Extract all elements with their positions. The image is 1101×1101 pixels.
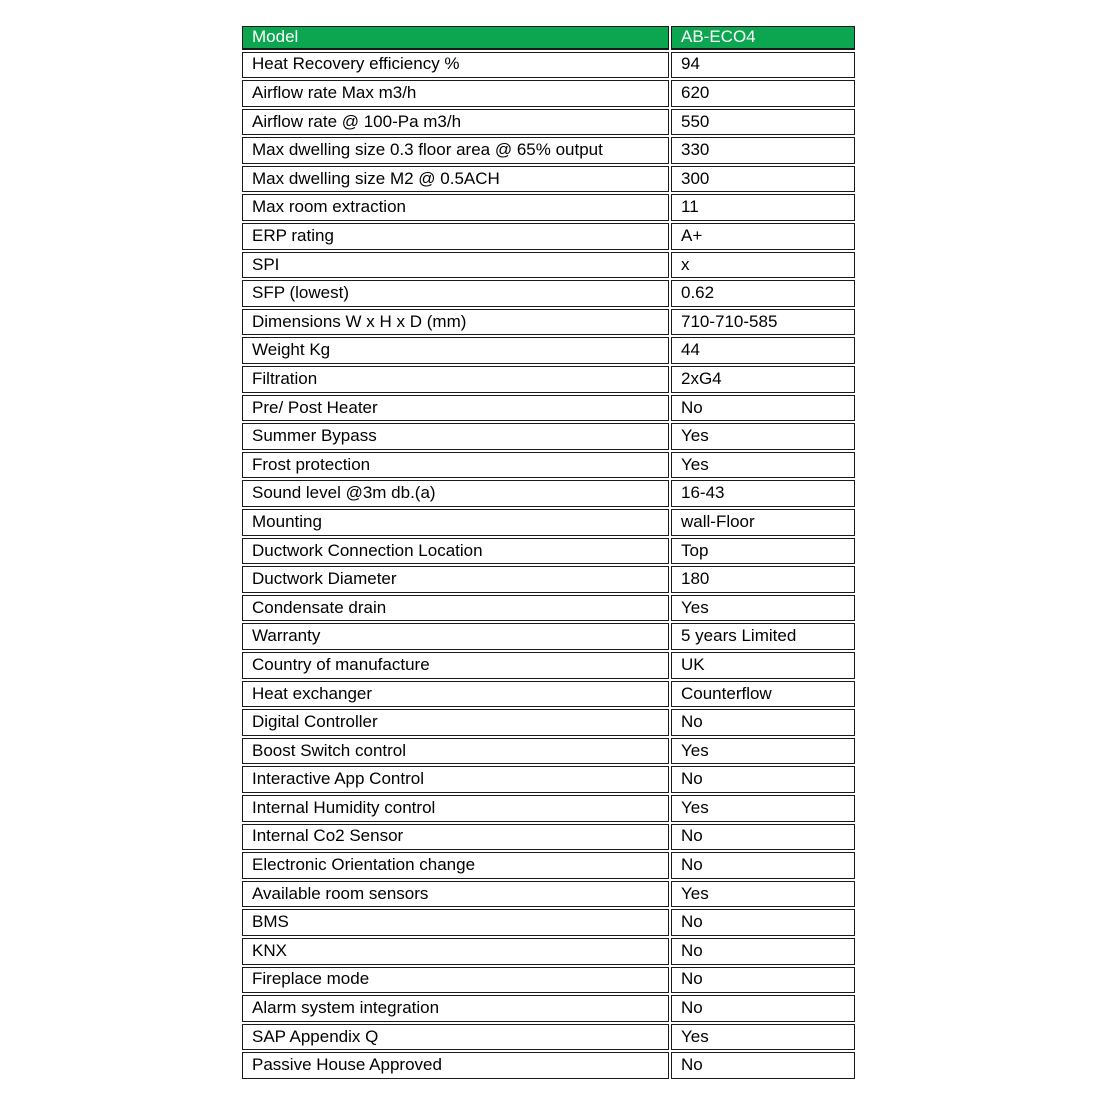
spec-label-cell: Alarm system integration [242,995,669,1022]
table-row [242,166,855,193]
table-row [242,509,855,536]
table-row [242,538,855,565]
spec-label-cell: Max dwelling size 0.3 floor area @ 65% output [242,137,669,164]
table-row [242,252,855,279]
spec-value-cell: 5 years Limited [671,623,855,650]
spec-label-cell: Airflow rate Max m3/h [242,80,669,107]
spec-value-cell: Yes [671,1024,855,1051]
spec-label-cell: BMS [242,909,669,936]
spec-value-cell: Yes [671,738,855,765]
spec-value-cell: Counterflow [671,681,855,708]
spec-value-cell: wall-Floor [671,509,855,536]
table-row [242,80,855,107]
table-row [242,852,855,879]
table-row [242,681,855,708]
spec-value-cell: Yes [671,881,855,908]
spec-value-cell: No [671,824,855,851]
spec-value-cell: Yes [671,452,855,479]
spec-value-cell: 94 [671,52,855,79]
spec-table-body [242,52,855,1080]
spec-table [240,24,857,1081]
table-row [242,52,855,79]
spec-label-cell: Max dwelling size M2 @ 0.5ACH [242,166,669,193]
spec-value-cell: Yes [671,795,855,822]
table-row [242,1024,855,1051]
table-row [242,995,855,1022]
spec-label-cell: Mounting [242,509,669,536]
table-row [242,766,855,793]
spec-label-cell: ERP rating [242,223,669,250]
spec-value-cell: 330 [671,137,855,164]
table-row [242,423,855,450]
table-row [242,824,855,851]
spec-label-cell: Pre/ Post Heater [242,395,669,422]
table-row [242,881,855,908]
spec-label-cell: Country of manufacture [242,652,669,679]
spec-label-cell: Frost protection [242,452,669,479]
spec-value-cell: 620 [671,80,855,107]
spec-label-cell: Fireplace mode [242,967,669,994]
table-row [242,909,855,936]
table-row [242,395,855,422]
table-row [242,1052,855,1079]
spec-label-cell: Heat Recovery efficiency % [242,52,669,79]
spec-value-cell: No [671,1052,855,1079]
spec-value-cell: Yes [671,423,855,450]
spec-label-cell: Passive House Approved [242,1052,669,1079]
spec-label-cell: Filtration [242,366,669,393]
table-row [242,109,855,136]
spec-label-cell: Dimensions W x H x D (mm) [242,309,669,336]
model-header-cell: Model [242,26,669,50]
spec-value-cell: UK [671,652,855,679]
spec-label-cell: Ductwork Connection Location [242,538,669,565]
spec-label-cell: Sound level @3m db.(a) [242,480,669,507]
table-row [242,795,855,822]
spec-label-cell: Boost Switch control [242,738,669,765]
table-row [242,652,855,679]
spec-value-cell: 16-43 [671,480,855,507]
spec-label-cell: Available room sensors [242,881,669,908]
spec-value-cell: 0.62 [671,280,855,307]
spec-label-cell: Internal Co2 Sensor [242,824,669,851]
spec-label-cell: SPI [242,252,669,279]
table-row [242,137,855,164]
spec-label-cell: SAP Appendix Q [242,1024,669,1051]
model-value-header-cell: AB-ECO4 [671,26,855,50]
table-row [242,595,855,622]
spec-value-cell: Yes [671,595,855,622]
spec-value-cell: 44 [671,337,855,364]
header-row [242,26,855,50]
spec-label-cell: Max room extraction [242,194,669,221]
spec-label-cell: SFP (lowest) [242,280,669,307]
spec-label-cell: KNX [242,938,669,965]
spec-value-cell: 300 [671,166,855,193]
table-row [242,738,855,765]
spec-value-cell: 11 [671,194,855,221]
table-row [242,938,855,965]
spec-value-cell: 180 [671,566,855,593]
table-row [242,194,855,221]
table-row [242,967,855,994]
table-row [242,223,855,250]
spec-value-cell: A+ [671,223,855,250]
spec-value-cell: 710-710-585 [671,309,855,336]
spec-label-cell: Interactive App Control [242,766,669,793]
spec-value-cell: No [671,938,855,965]
spec-label-cell: Summer Bypass [242,423,669,450]
spec-value-cell: Top [671,538,855,565]
spec-value-cell: No [671,967,855,994]
table-row [242,480,855,507]
table-row [242,452,855,479]
spec-value-cell: No [671,766,855,793]
spec-value-cell: No [671,909,855,936]
table-row [242,709,855,736]
spec-label-cell: Ductwork Diameter [242,566,669,593]
spec-label-cell: Condensate drain [242,595,669,622]
table-row [242,280,855,307]
spec-value-cell: No [671,709,855,736]
spec-value-cell: No [671,395,855,422]
spec-table-header [242,26,855,50]
table-row [242,366,855,393]
table-row [242,309,855,336]
spec-value-cell: x [671,252,855,279]
spec-value-cell: 2xG4 [671,366,855,393]
table-row [242,566,855,593]
spec-label-cell: Electronic Orientation change [242,852,669,879]
spec-label-cell: Digital Controller [242,709,669,736]
table-row [242,337,855,364]
table-row [242,623,855,650]
spec-label-cell: Weight Kg [242,337,669,364]
spec-value-cell: 550 [671,109,855,136]
spec-label-cell: Airflow rate @ 100-Pa m3/h [242,109,669,136]
spec-value-cell: No [671,995,855,1022]
spec-label-cell: Warranty [242,623,669,650]
spec-value-cell: No [671,852,855,879]
spec-label-cell: Internal Humidity control [242,795,669,822]
spec-label-cell: Heat exchanger [242,681,669,708]
